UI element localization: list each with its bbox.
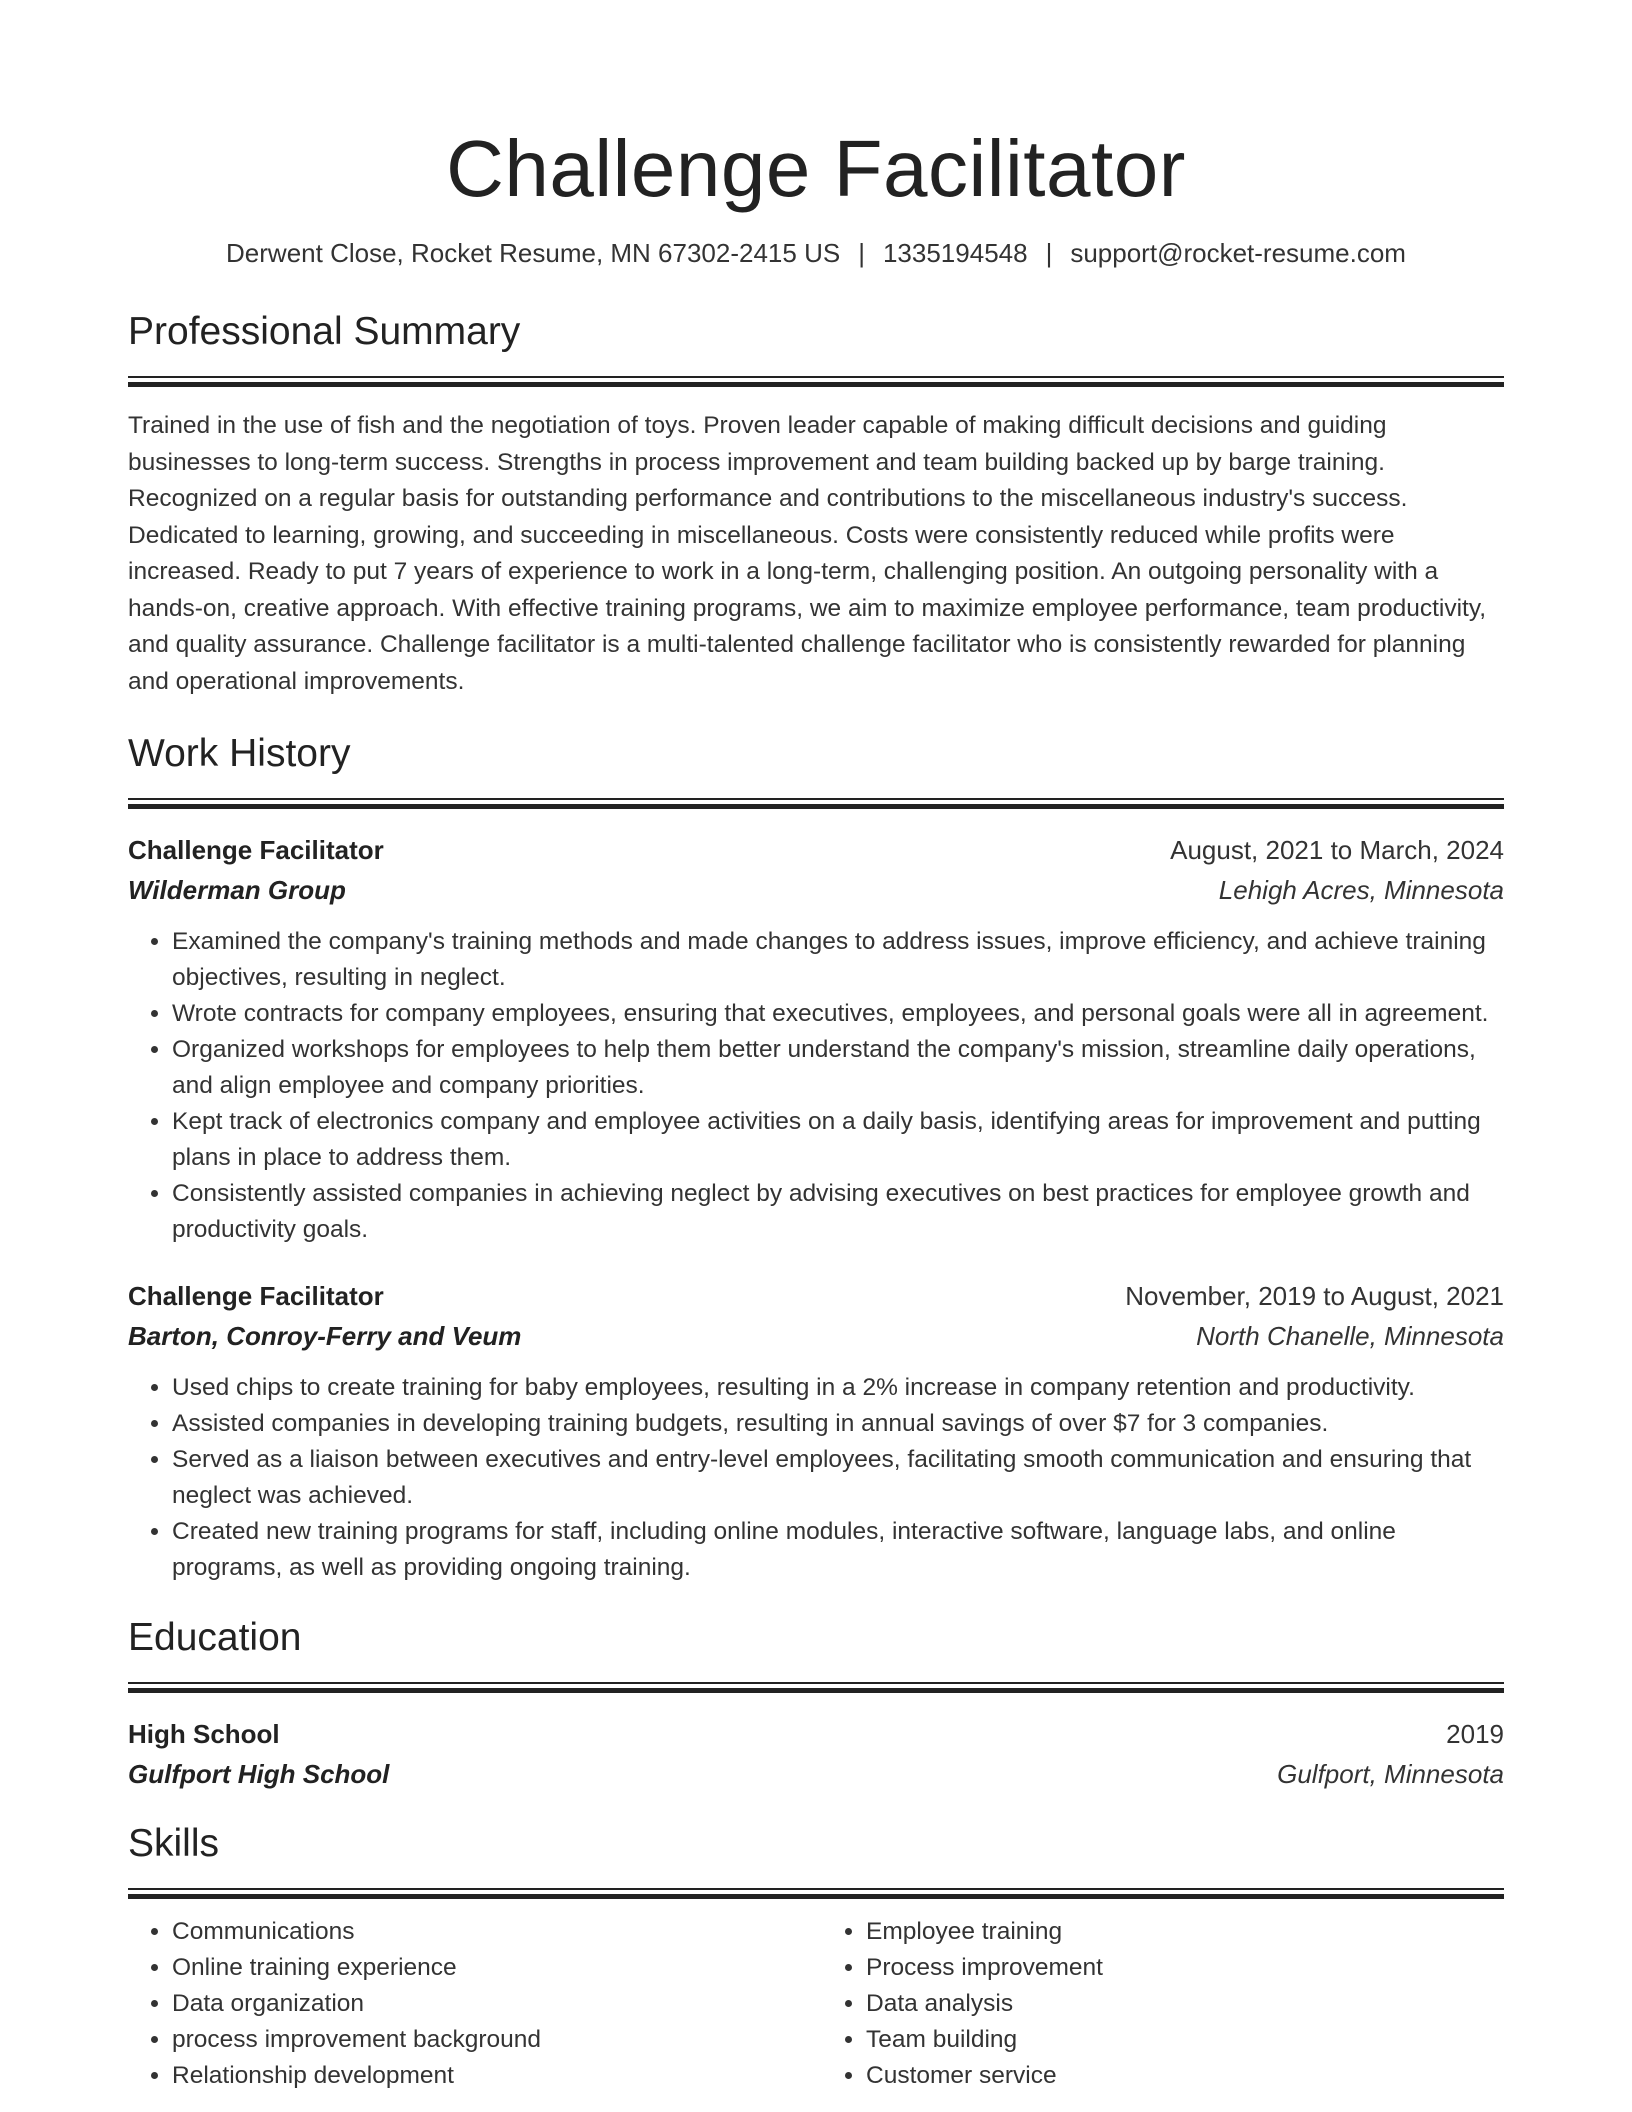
job-entry bbox=[128, 1276, 1504, 1586]
contact-email: support@rocket-resume.com bbox=[1070, 238, 1406, 268]
job-company: Barton, Conroy-Ferry and Veum bbox=[128, 1321, 522, 1351]
job-entry bbox=[128, 830, 1504, 1248]
education-year: 2019 bbox=[1446, 1719, 1504, 1749]
education-section bbox=[128, 1614, 1504, 1794]
work-history-section bbox=[128, 730, 1504, 1586]
section-divider bbox=[128, 798, 1504, 808]
section-divider bbox=[128, 376, 1504, 386]
summary-heading: Professional Summary bbox=[128, 310, 521, 353]
skill-item: • Online training experience bbox=[172, 1950, 816, 1986]
job-bullet: • Consistently assisted companies in achieving neglect by advising executives on best practices for employee growth and productivity goals. bbox=[172, 1176, 1504, 1248]
job-bullet: • Created new training programs for staff, including online modules, interactive software, language labs, and online programs, as well as providing ongoing training. bbox=[172, 1514, 1504, 1586]
job-location: Lehigh Acres, Minnesota bbox=[1218, 875, 1504, 905]
contact-separator: | bbox=[858, 238, 865, 268]
job-bullet: • Served as a liaison between executives and entry-level employees, facilitating smooth communication and ensuring that neglect was achieved. bbox=[172, 1442, 1504, 1514]
job-dates: August, 2021 to March, 2024 bbox=[1170, 835, 1504, 865]
job-dates: November, 2019 to August, 2021 bbox=[1125, 1281, 1504, 1311]
skills-left-column bbox=[128, 1914, 816, 2094]
skill-item: • Communications bbox=[172, 1914, 816, 1950]
education-entry bbox=[128, 1714, 1504, 1794]
job-company: Wilderman Group bbox=[128, 875, 346, 905]
work-history-heading: Work History bbox=[128, 732, 351, 775]
section-divider bbox=[128, 1888, 1504, 1898]
job-company-row bbox=[128, 870, 1504, 910]
job-title: Challenge Facilitator bbox=[128, 1281, 384, 1311]
contact-phone: 1335194548 bbox=[882, 238, 1028, 268]
skill-item: • process improvement background bbox=[172, 2022, 816, 2058]
skills-columns bbox=[128, 1914, 1504, 2094]
job-company-row bbox=[128, 1316, 1504, 1356]
contact-line bbox=[128, 236, 1504, 270]
skills-right-column bbox=[816, 1914, 1504, 2094]
contact-address: Derwent Close, Rocket Resume, MN 67302-2415 US bbox=[226, 238, 841, 268]
skill-item: • Data organization bbox=[172, 1986, 816, 2022]
section-divider bbox=[128, 1682, 1504, 1692]
job-bullet: • Used chips to create training for baby employees, resulting in a 2% increase in company retention and productivity. bbox=[172, 1370, 1504, 1406]
skills-heading: Skills bbox=[128, 1822, 220, 1865]
job-bullet: • Kept track of electronics company and employee activities on a daily basis, identifying areas for improvement and putting plans in place to address them. bbox=[172, 1104, 1504, 1176]
job-bullets bbox=[128, 1370, 1504, 1586]
job-bullet: • Examined the company's training methods and made changes to address issues, improve efficiency, and achieve training objectives, resulting in neglect. bbox=[172, 924, 1504, 996]
job-bullet: • Organized workshops for employees to help them better understand the company's mission, streamline daily operations, and align employee and company priorities. bbox=[172, 1032, 1504, 1104]
education-school: Gulfport High School bbox=[128, 1759, 390, 1789]
resume-page bbox=[128, 0, 1504, 2094]
job-header-row bbox=[128, 830, 1504, 870]
job-location: North Chanelle, Minnesota bbox=[1196, 1321, 1504, 1351]
job-header-row bbox=[128, 1276, 1504, 1316]
education-header-row bbox=[128, 1714, 1504, 1754]
skill-item: • Relationship development bbox=[172, 2058, 816, 2094]
skill-item: • Process improvement bbox=[866, 1950, 1504, 1986]
skill-item: • Employee training bbox=[866, 1914, 1504, 1950]
education-location: Gulfport, Minnesota bbox=[1277, 1759, 1504, 1789]
summary-text: Trained in the use of fish and the negotiation of toys. Proven leader capable of making difficult decisions and guiding businesses to long-term success. Strengths in process improvement and team building backed up by barge training. Recognized on a regular basis for outstanding performance and contributions to the miscellaneous industry's success. Dedicated to learning, growing, and succeeding in miscellaneous. Costs were consistently reduced while profits were increased. Ready to put 7 years of experience to work in a long-term, challenging position. An outgoing personality with a hands-on, creative approach. With effective training programs, we aim to maximize employee performance, team productivity, and quality assurance. Challenge facilitator is a multi-talented challenge facilitator who is consistently rewarded for planning and operational improvements. bbox=[128, 412, 1487, 695]
education-school-row bbox=[128, 1754, 1504, 1794]
job-bullet: • Assisted companies in developing training budgets, resulting in annual savings of over $7 for 3 companies. bbox=[172, 1406, 1504, 1442]
education-degree: High School bbox=[128, 1719, 280, 1749]
job-bullet: • Wrote contracts for company employees, ensuring that executives, employees, and personal goals were all in agreement. bbox=[172, 996, 1504, 1032]
skill-item: • Team building bbox=[866, 2022, 1504, 2058]
resume-name: Challenge Facilitator bbox=[446, 124, 1186, 213]
skill-item: • Data analysis bbox=[866, 1986, 1504, 2022]
skill-item: • Customer service bbox=[866, 2058, 1504, 2094]
skills-section bbox=[128, 1820, 1504, 2094]
summary-section bbox=[128, 308, 1504, 700]
job-title: Challenge Facilitator bbox=[128, 835, 384, 865]
contact-separator: | bbox=[1045, 238, 1053, 268]
education-heading: Education bbox=[128, 1616, 302, 1659]
job-bullets bbox=[128, 924, 1504, 1248]
